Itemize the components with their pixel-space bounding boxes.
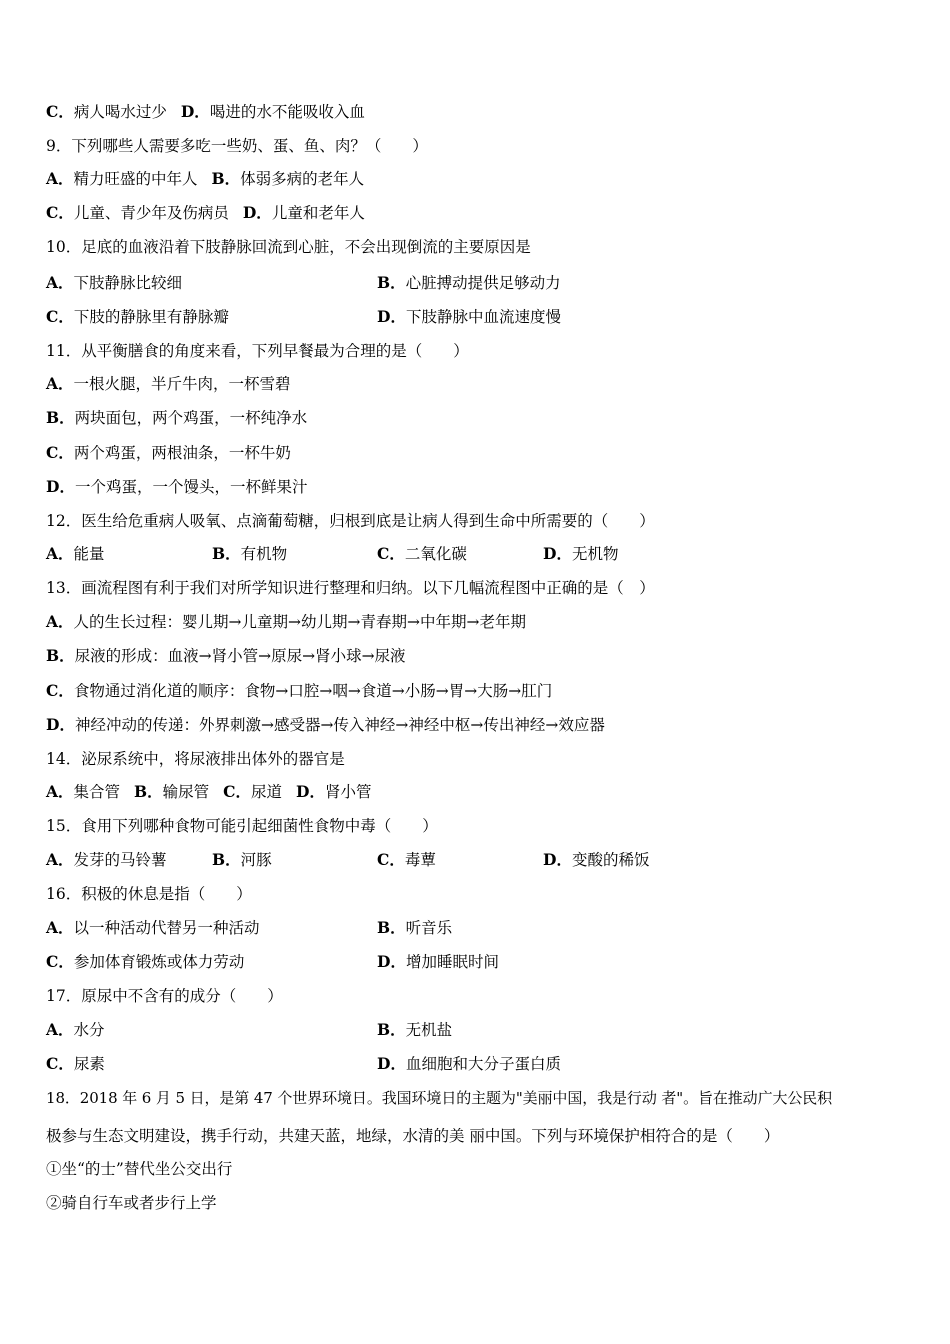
- q11-option-b: [46, 408, 307, 428]
- option-b-label: B．: [46, 646, 75, 665]
- option-b-label: B．: [377, 1020, 406, 1039]
- option-c-text: 毒蕈: [404, 851, 436, 869]
- option-d-label: D．: [46, 715, 75, 734]
- q13-option-b: [46, 646, 406, 666]
- option-b-text: 无机盐: [405, 1021, 453, 1039]
- option-d-label: D．: [377, 1054, 406, 1073]
- option-c-label: C．: [377, 850, 405, 869]
- q11-option-a: [46, 374, 291, 394]
- option-d-label: D．: [296, 782, 325, 801]
- option-a-text: 人的生长过程：婴儿期→儿童期→幼儿期→青春期→中年期→老年期: [73, 613, 526, 631]
- q18-item-2: ②骑自行车或者步行上学: [46, 1194, 217, 1212]
- option-c-text: 病人喝水过少: [73, 103, 167, 121]
- question-15: 15．食用下列哪种食物可能引起细菌性食物中毒（ ）: [46, 817, 438, 835]
- option-d-label: D．: [242, 203, 272, 222]
- q13-option-a: [46, 612, 526, 632]
- question-16: 16．积极的休息是指（ ）: [46, 885, 252, 903]
- option-c-label: C．: [377, 544, 405, 563]
- question-18-line-1: 18．2018 年 6 月 5 日，是第 47 个世界环境日。我国环境日的主题为"美丽中国，我是行动 者"。旨在推动广大公民积: [46, 1089, 833, 1107]
- option-a-label: A．: [46, 1020, 74, 1039]
- q11-option-c: [46, 443, 291, 463]
- q9-options-ab: [46, 169, 364, 189]
- option-b-text: 心脏搏动提供足够动力: [405, 274, 561, 292]
- question-9: 9．下列哪些人需要多吃一些奶、蛋、鱼、肉？（ ）: [46, 137, 428, 155]
- option-a-text: 一根火腿，半斤牛肉，一杯雪碧: [73, 375, 291, 393]
- option-d-text: 无机物: [571, 545, 619, 563]
- option-a-label: A．: [46, 850, 74, 869]
- question-18-line-2: 极参与生态文明建设，携手行动，共建天蓝，地绿，水清的美 丽中国。下列与环境保护相符合的是（ ）: [46, 1127, 780, 1145]
- q13-option-d: [46, 715, 605, 735]
- option-b-label: B．: [212, 850, 241, 869]
- option-b-label: B．: [377, 918, 406, 937]
- option-d-text: 神经冲动的传递：外界刺激→感受器→传入神经→神经中枢→传出神经→效应器: [74, 716, 605, 734]
- option-c-label: C．: [46, 952, 74, 971]
- option-b-text: 输尿管: [162, 783, 210, 801]
- option-a-label: A．: [46, 918, 74, 937]
- option-d-text: 增加睡眠时间: [405, 953, 499, 971]
- option-c-label: C．: [46, 681, 74, 700]
- option-b-label: B．: [212, 544, 241, 563]
- option-a-text: 以一种活动代替另一种活动: [73, 919, 260, 937]
- question-13: 13．画流程图有利于我们对所学知识进行整理和归纳。以下几幅流程图中正确的是（ ）: [46, 579, 655, 597]
- option-a-text: 集合管: [73, 783, 121, 801]
- option-d-text: 儿童和老年人: [271, 204, 365, 222]
- option-a-label: A．: [46, 612, 74, 631]
- option-a-text: 精力旺盛的中年人: [73, 170, 198, 188]
- option-c-text: 下肢的静脉里有静脉瓣: [73, 308, 229, 326]
- option-c-label: C．: [46, 443, 74, 462]
- option-d-text: 下肢静脉中血流速度慢: [405, 308, 561, 326]
- option-d-text: 变酸的稀饭: [571, 851, 650, 869]
- option-c-label: C．: [46, 102, 74, 121]
- q8-options-cd: [46, 102, 365, 122]
- option-b-label: B．: [46, 408, 75, 427]
- option-d-label: D．: [377, 952, 406, 971]
- option-c-label: C．: [46, 1054, 74, 1073]
- option-a-text: 水分: [73, 1021, 105, 1039]
- question-17: 17．原尿中不含有的成分（ ）: [46, 987, 283, 1005]
- option-b-label: B．: [134, 782, 163, 801]
- option-b-text: 有机物: [240, 545, 288, 563]
- question-10: 10．足底的血液沿着下肢静脉回流到心脏，不会出现倒流的主要原因是: [46, 238, 531, 256]
- q18-item-1: ①坐“的士”替代坐公交出行: [46, 1160, 233, 1178]
- option-d-label: D．: [543, 544, 572, 563]
- option-d-text: 一个鸡蛋，一个馒头，一杯鲜果汁: [74, 478, 308, 496]
- option-d-label: D．: [180, 102, 210, 121]
- option-a-label: A．: [46, 544, 74, 563]
- question-12: 12．医生给危重病人吸氧、点滴葡萄糖，归根到底是让病人得到生命中所需要的（ ）: [46, 512, 655, 530]
- option-b-text: 听音乐: [405, 919, 453, 937]
- option-a-label: A．: [46, 782, 74, 801]
- option-d-text: 肾小管: [324, 783, 372, 801]
- option-b-text: 尿液的形成：血液→肾小管→原尿→肾小球→尿液: [74, 647, 406, 665]
- option-c-text: 两个鸡蛋，两根油条，一杯牛奶: [73, 444, 291, 462]
- option-c-text: 儿童、青少年及伤病员: [73, 204, 229, 222]
- option-c-text: 食物通过消化道的顺序：食物→口腔→咽→食道→小肠→胃→大肠→肛门: [73, 682, 553, 700]
- option-d-label: D．: [377, 307, 406, 326]
- q9-options-cd: [46, 203, 365, 223]
- q14-options: [46, 782, 372, 802]
- option-a-text: 能量: [73, 545, 105, 563]
- option-d-text: 血细胞和大分子蛋白质: [405, 1055, 561, 1073]
- option-c-label: C．: [46, 307, 74, 326]
- option-a-label: A．: [46, 374, 74, 393]
- option-d-label: D．: [46, 477, 75, 496]
- question-11: 11．从平衡膳食的角度来看，下列早餐最为合理的是（ ）: [46, 342, 469, 360]
- question-14: 14．泌尿系统中，将尿液排出体外的器官是: [46, 750, 345, 768]
- option-b-label: B．: [211, 169, 241, 188]
- option-d-text: 喝进的水不能吸收入血: [209, 103, 365, 121]
- option-c-text: 二氧化碳: [404, 545, 467, 563]
- option-d-label: D．: [543, 850, 572, 869]
- option-c-text: 参加体育锻炼或体力劳动: [73, 953, 245, 971]
- option-a-text: 发芽的马铃薯: [73, 851, 167, 869]
- option-b-text: 河豚: [240, 851, 272, 869]
- option-c-text: 尿素: [73, 1055, 105, 1073]
- option-a-label: A．: [46, 169, 74, 188]
- option-b-text: 两块面包，两个鸡蛋，一杯纯净水: [74, 409, 308, 427]
- option-c-text: 尿道: [251, 783, 283, 801]
- option-a-label: A．: [46, 273, 74, 292]
- option-a-text: 下肢静脉比较细: [73, 274, 183, 292]
- q11-option-d: [46, 477, 307, 497]
- option-b-text: 体弱多病的老年人: [240, 170, 365, 188]
- q13-option-c: [46, 681, 552, 701]
- option-b-label: B．: [377, 273, 406, 292]
- option-c-label: C．: [223, 782, 252, 801]
- option-c-label: C．: [46, 203, 74, 222]
